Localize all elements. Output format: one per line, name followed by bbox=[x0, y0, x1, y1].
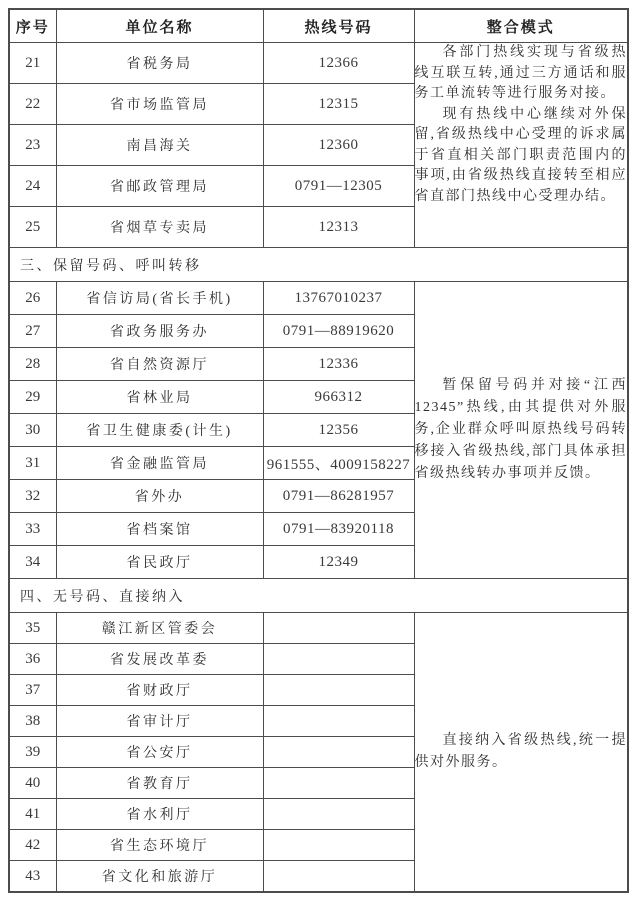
unit-name-cell: 省邮政管理局 bbox=[56, 166, 263, 207]
hotline-number-cell: 0791—12305 bbox=[263, 166, 414, 207]
unit-name-cell: 省市场监管局 bbox=[56, 84, 263, 125]
unit-name-cell: 省教育厅 bbox=[56, 768, 263, 799]
row-number-cell: 24 bbox=[9, 166, 56, 207]
unit-name-cell: 省档案馆 bbox=[56, 513, 263, 546]
hotline-number-cell: 12366 bbox=[263, 43, 414, 84]
hotline-number-cell: 12349 bbox=[263, 546, 414, 579]
hotline-number-cell bbox=[263, 799, 414, 830]
section-title-row bbox=[9, 248, 628, 282]
hotline-number-cell: 12313 bbox=[263, 207, 414, 248]
row-number-cell: 26 bbox=[9, 282, 56, 315]
unit-name-cell: 省生态环境厅 bbox=[56, 830, 263, 861]
table-row bbox=[9, 43, 628, 84]
hotline-number-cell bbox=[263, 706, 414, 737]
unit-name-cell: 省信访局(省长手机) bbox=[56, 282, 263, 315]
hotline-number-cell bbox=[263, 830, 414, 861]
table-row bbox=[9, 613, 628, 644]
row-number-cell: 28 bbox=[9, 348, 56, 381]
row-number-cell: 43 bbox=[9, 861, 56, 893]
header-integration-mode: 整合模式 bbox=[414, 9, 628, 43]
hotline-number-cell: 0791—83920118 bbox=[263, 513, 414, 546]
row-number-cell: 33 bbox=[9, 513, 56, 546]
unit-name-cell: 省公安厅 bbox=[56, 737, 263, 768]
row-number-cell: 38 bbox=[9, 706, 56, 737]
hotline-number-cell: 12356 bbox=[263, 414, 414, 447]
unit-name-cell: 省外办 bbox=[56, 480, 263, 513]
unit-name-cell: 省发展改革委 bbox=[56, 644, 263, 675]
unit-name-cell: 省自然资源厅 bbox=[56, 348, 263, 381]
section-title: 四、无号码、直接纳入 bbox=[9, 579, 628, 613]
row-number-cell: 25 bbox=[9, 207, 56, 248]
section-title: 三、保留号码、呼叫转移 bbox=[9, 248, 628, 282]
row-number-cell: 31 bbox=[9, 447, 56, 480]
unit-name-cell: 省财政厅 bbox=[56, 675, 263, 706]
unit-name-cell: 省卫生健康委(计生) bbox=[56, 414, 263, 447]
unit-name-cell: 省文化和旅游厅 bbox=[56, 861, 263, 893]
hotline-number-cell: 12360 bbox=[263, 125, 414, 166]
hotline-number-cell: 12336 bbox=[263, 348, 414, 381]
row-number-cell: 23 bbox=[9, 125, 56, 166]
hotline-table bbox=[8, 8, 629, 893]
unit-name-cell: 南昌海关 bbox=[56, 125, 263, 166]
hotline-number-cell: 961555、4009158227 bbox=[263, 447, 414, 480]
section-title-row bbox=[9, 579, 628, 613]
hotline-number-cell bbox=[263, 675, 414, 706]
row-number-cell: 40 bbox=[9, 768, 56, 799]
table-header-row bbox=[9, 9, 628, 43]
hotline-number-cell: 0791—86281957 bbox=[263, 480, 414, 513]
header-unit-name: 单位名称 bbox=[56, 9, 263, 43]
hotline-number-cell: 0791—88919620 bbox=[263, 315, 414, 348]
mode-paragraph: 现有热线中心继续对外保留,省级热线中心受理的诉求属于省直相关部门职责范围内的事项,由省级热线直接转至相应省直部门热线中心受理办结。 bbox=[414, 106, 627, 204]
row-number-cell: 36 bbox=[9, 644, 56, 675]
unit-name-cell: 赣江新区管委会 bbox=[56, 613, 263, 644]
row-number-cell: 37 bbox=[9, 675, 56, 706]
mode-paragraph: 直接纳入省级热线,统一提供对外服务。 bbox=[414, 733, 627, 770]
header-no: 序号 bbox=[9, 9, 56, 43]
hotline-number-cell: 13767010237 bbox=[263, 282, 414, 315]
header-hotline-number: 热线号码 bbox=[263, 9, 414, 43]
mode-paragraph: 各部门热线实现与省级热线互联互转,通过三方通话和服务工单流转等进行服务对接。 bbox=[414, 45, 627, 101]
hotline-number-cell bbox=[263, 768, 414, 799]
table-row bbox=[9, 282, 628, 315]
hotline-number-cell: 12315 bbox=[263, 84, 414, 125]
row-number-cell: 21 bbox=[9, 43, 56, 84]
row-number-cell: 22 bbox=[9, 84, 56, 125]
unit-name-cell: 省民政厅 bbox=[56, 546, 263, 579]
row-number-cell: 27 bbox=[9, 315, 56, 348]
unit-name-cell: 省烟草专卖局 bbox=[56, 207, 263, 248]
integration-mode-cell bbox=[414, 43, 628, 248]
integration-mode-cell bbox=[414, 282, 628, 579]
unit-name-cell: 省林业局 bbox=[56, 381, 263, 414]
unit-name-cell: 省水利厅 bbox=[56, 799, 263, 830]
row-number-cell: 39 bbox=[9, 737, 56, 768]
unit-name-cell: 省税务局 bbox=[56, 43, 263, 84]
row-number-cell: 34 bbox=[9, 546, 56, 579]
mode-paragraph: 暂保留号码并对接“江西 12345”热线,由其提供对外服务,企业群众呼叫原热线号码转移接入省级热线,部门具体承担省级热线转办事项并反馈。 bbox=[414, 378, 627, 481]
row-number-cell: 29 bbox=[9, 381, 56, 414]
hotline-number-cell bbox=[263, 861, 414, 893]
row-number-cell: 42 bbox=[9, 830, 56, 861]
hotline-number-cell bbox=[263, 644, 414, 675]
row-number-cell: 41 bbox=[9, 799, 56, 830]
row-number-cell: 30 bbox=[9, 414, 56, 447]
unit-name-cell: 省政务服务办 bbox=[56, 315, 263, 348]
hotline-number-cell bbox=[263, 613, 414, 644]
unit-name-cell: 省金融监管局 bbox=[56, 447, 263, 480]
row-number-cell: 32 bbox=[9, 480, 56, 513]
row-number-cell: 35 bbox=[9, 613, 56, 644]
unit-name-cell: 省审计厅 bbox=[56, 706, 263, 737]
integration-mode-cell bbox=[414, 613, 628, 893]
hotline-number-cell bbox=[263, 737, 414, 768]
hotline-number-cell: 966312 bbox=[263, 381, 414, 414]
